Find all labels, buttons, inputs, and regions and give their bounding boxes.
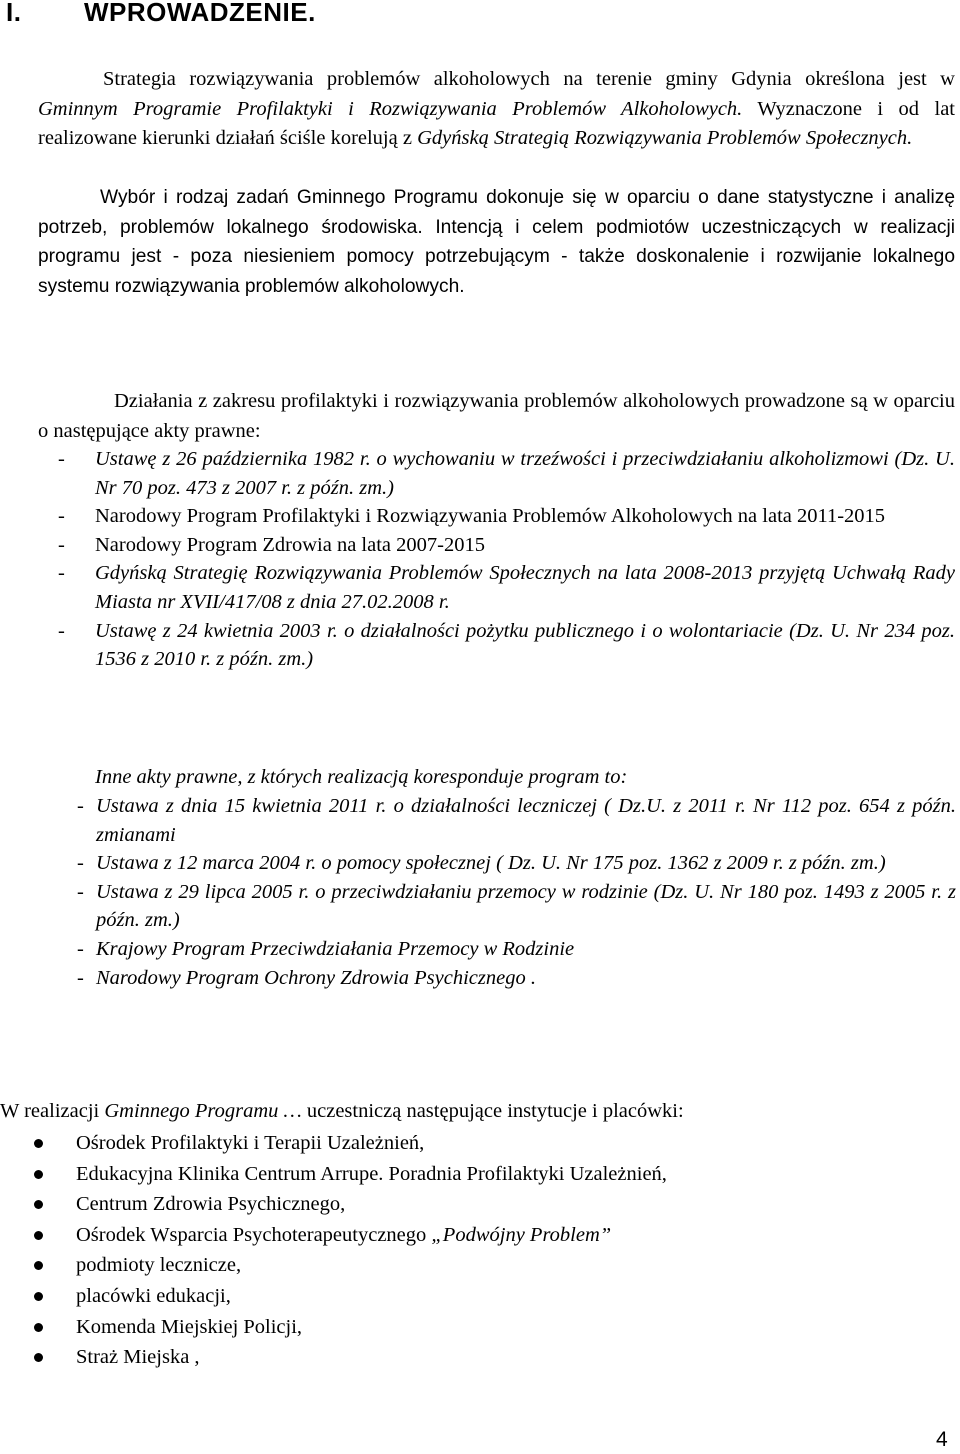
program-paragraph: Wybór i rodzaj zadań Gminnego Programu dokonuje się w oparciu o dane statystyczne i analizę potrzeb, problemów lokalnego środowiska. Intencją i celem podmiotów uczestniczących w realizacji programu jest - poza niesieniem pomocy potrzebującym - także doskonalenie i rozwijanie lokalnego systemu rozwiązywania problemów alkoholowych.	[38, 187, 955, 297]
dash-marker: -	[77, 880, 84, 903]
dash-marker: -	[58, 562, 70, 585]
legal-intro-paragraph: Działania z zakresu profilaktyki i rozwiązywania problemów alkoholowych prowadzone są w oparciu o następujące akty prawne:	[38, 390, 955, 442]
other-act-text: Ustawa z 12 marca 2004 r. o pomocy społecznej ( Dz. U. Nr 175 poz. 1362 z 2009 r. z późn. zm.)	[96, 852, 886, 875]
other-act-item	[77, 792, 956, 849]
institution-item	[34, 1189, 667, 1220]
legal-act-text: Narodowy Program Profilaktyki i Rozwiązywania Problemów Alkoholowych na lata 2011-2015	[95, 505, 886, 528]
dash-marker: -	[58, 505, 70, 528]
bullet-icon	[34, 1292, 43, 1301]
page-number: 4	[936, 1428, 948, 1451]
bullet-icon	[34, 1200, 43, 1209]
institution-name: Edukacyjna Klinika Centrum Arrupe. Poradnia Profilaktyki Uzależnień,	[76, 1162, 667, 1185]
legal-act-text: Narodowy Program Zdrowia na lata 2007-2015	[95, 533, 485, 556]
bullet-icon	[34, 1353, 43, 1362]
other-act-item	[77, 849, 956, 878]
dash-marker: -	[58, 448, 70, 470]
institutions-list	[34, 1128, 667, 1373]
legal-act-title: Ustawę z 26 października 1982 r.	[95, 448, 371, 470]
legal-act-title: Gdyńską Strategię Rozwiązywania Problemów Społecznych na lata 2008-2013 przyjętą Uchwałą Rady Miasta nr XVII/417/08 z dnia 27.02.2008 r.	[95, 562, 955, 613]
other-acts-title: Inne akty prawne, z których realizacją koresponduje program to:	[95, 766, 628, 788]
other-act-text: Krajowy Program Przeciwdziałania Przemocy w Rodzinie	[96, 937, 575, 960]
program-name: Gminnym Programie Profilaktyki i Rozwiązywania Problemów Alkoholowych.	[38, 97, 743, 120]
dash-marker: -	[58, 619, 70, 642]
legal-act-title: Ustawę z 24 kwietnia 2003 r.	[95, 619, 338, 642]
institution-item	[34, 1220, 667, 1251]
institution-name: Ośrodek Profilaktyki i Terapii Uzależnień,	[76, 1132, 425, 1154]
bullet-icon	[34, 1323, 43, 1332]
institution-name: Straż Miejska ,	[76, 1346, 200, 1369]
institution-name-italic: „Podwójny Problem”	[431, 1223, 612, 1246]
institution-name: Centrum Zdrowia Psychicznego,	[76, 1193, 346, 1216]
other-acts-list	[77, 792, 956, 992]
other-act-text: Ustawa z 29 lipca 2005 r. o przeciwdziałaniu przemocy w rodzinie (Dz. U. Nr 180 poz. 1493 z 2005 r. z późn. zm.)	[96, 880, 956, 932]
institution-name: placówki edukacji,	[76, 1284, 231, 1307]
institution-name: Komenda Miejskiej Policji,	[76, 1315, 303, 1338]
legal-act-item	[58, 559, 955, 616]
bullet-icon	[34, 1170, 43, 1179]
intro-text-2: Wyznaczone i od lat realizowane kierunki działań ściśle korelują z	[38, 97, 955, 149]
institutions-intro-program: Gminnego Programu …	[104, 1100, 302, 1122]
institution-item	[34, 1159, 667, 1190]
intro-text-1: Strategia rozwiązywania problemów alkoholowych na terenie gminy Gdynia określona jest w	[103, 68, 955, 90]
dash-marker: -	[77, 795, 84, 817]
dash-marker: -	[58, 533, 70, 556]
other-act-item	[77, 878, 956, 935]
legal-act-item	[58, 502, 955, 531]
institutions-intro	[0, 1097, 684, 1126]
institution-item	[34, 1342, 667, 1373]
dash-marker: -	[77, 966, 84, 989]
other-act-text: Narodowy Program Ochrony Zdrowia Psychicznego .	[96, 966, 536, 989]
legal-acts-list	[58, 445, 955, 674]
legal-act-text: o działalności pożytku publicznego i o wolontariacie (Dz. U. Nr 234 poz. 1536 z 2010 r. z późn. zm.)	[95, 619, 955, 671]
other-act-item	[77, 964, 956, 993]
bullet-icon	[34, 1139, 43, 1148]
legal-act-text: o wychowaniu w trzeźwości i przeciwdziałaniu alkoholizmowi (Dz. U. Nr 70 poz. 473 z 2007 r. z późn. zm.)	[95, 448, 955, 499]
dash-marker: -	[77, 852, 84, 875]
intro-paragraph	[38, 65, 955, 154]
institution-name: podmioty lecznicze,	[76, 1254, 242, 1277]
bullet-icon	[34, 1261, 43, 1270]
institutions-intro-text-1: W realizacji	[0, 1100, 105, 1122]
section-number: I.	[6, 0, 22, 27]
other-act-text: Ustawa z dnia 15 kwietnia 2011 r. o działalności leczniczej ( Dz.U. z 2011 r. Nr 112 poz. 654 z późn. zmianami	[96, 795, 956, 846]
institution-item	[34, 1250, 667, 1281]
other-act-item	[77, 935, 956, 964]
institution-item	[34, 1281, 667, 1312]
institution-name: Ośrodek Wsparcia Psychoterapeutycznego	[76, 1223, 432, 1246]
legal-act-item	[58, 617, 955, 674]
section-heading	[6, 0, 316, 30]
legal-act-item	[58, 531, 955, 560]
legal-act-item	[58, 445, 955, 502]
section-title: WPROWADZENIE.	[84, 0, 316, 27]
institution-item	[34, 1312, 667, 1343]
bullet-icon	[34, 1231, 43, 1240]
dash-marker: -	[77, 937, 84, 960]
institutions-intro-text-2: uczestniczą następujące instytucje i placówki:	[301, 1100, 684, 1122]
institution-item	[34, 1128, 667, 1159]
strategy-name: Gdyńską Strategią Rozwiązywania Problemów Społecznych.	[417, 127, 913, 149]
